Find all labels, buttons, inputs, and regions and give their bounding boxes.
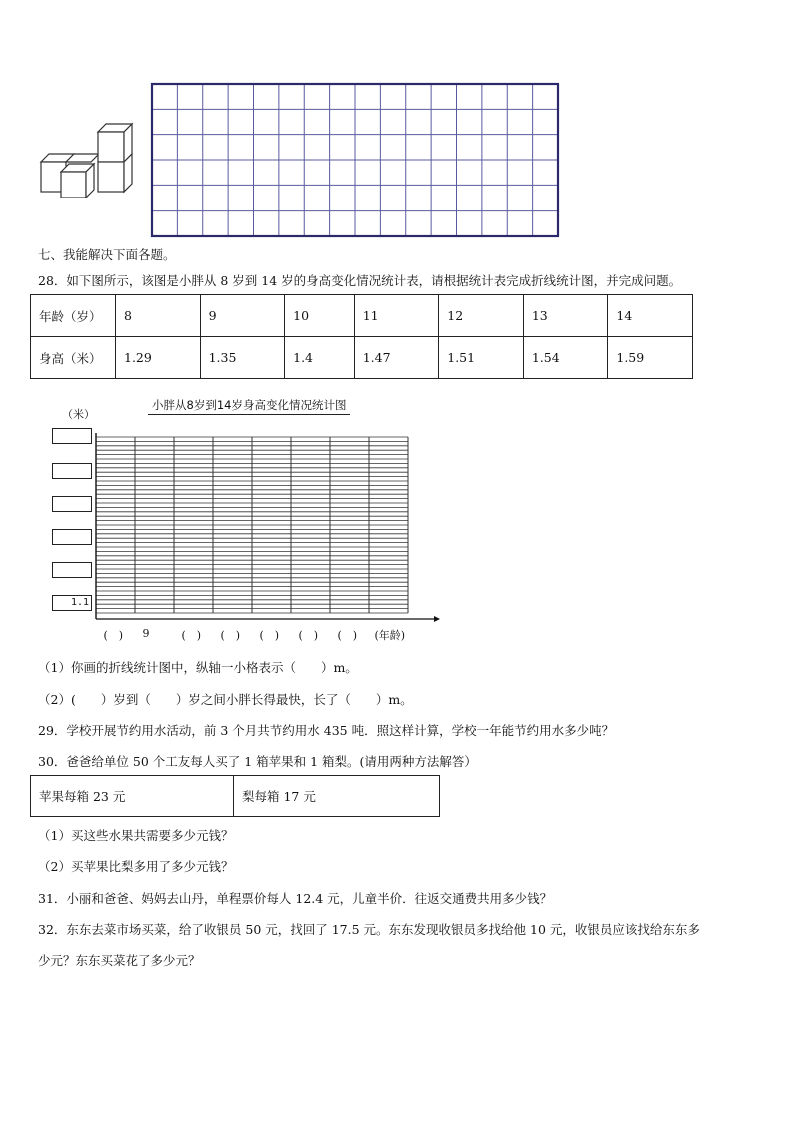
table-cell: 11 — [354, 295, 439, 337]
chart-y-unit: （米） — [62, 408, 95, 421]
x-axis-label: (年龄) — [374, 629, 406, 642]
table-cell: 8 — [116, 295, 201, 337]
x-axis-label: ( ) — [181, 629, 202, 642]
chart-title: 小胖从8岁到14岁身高变化情况统计图 — [148, 397, 350, 415]
height-table — [30, 294, 693, 379]
cube-stack-figure — [38, 118, 142, 198]
table-cell: 12 — [439, 295, 524, 337]
y-label-box[interactable] — [52, 529, 92, 545]
q30-sub2: （2）买苹果比梨多用了多少元钱？ — [38, 859, 234, 874]
price-pear: 梨每箱 17 元 — [234, 776, 440, 817]
price-table — [30, 775, 440, 817]
table-cell: 1.54 — [523, 337, 608, 379]
x-axis-label: ( ) — [220, 629, 241, 642]
x-axis-label: ( ) — [298, 629, 319, 642]
y-label-first: 1.1 — [52, 595, 92, 611]
table-cell: 13 — [523, 295, 608, 337]
table-cell: 1.47 — [354, 337, 439, 379]
table-cell: 14 — [608, 295, 693, 337]
y-label-box[interactable] — [52, 496, 92, 512]
price-apple: 苹果每箱 23 元 — [31, 776, 234, 817]
x-axis-label: ( ) — [103, 629, 124, 642]
table-cell: 10 — [285, 295, 355, 337]
question-32-line1: 32．东东去菜市场买菜，给了收银员 50 元，找回了 17.5 元。东东发现收银员多找给他 10 元，收银员应该找给东东多 — [38, 922, 700, 937]
square-grid — [150, 82, 560, 238]
x-axis-label: 9 — [142, 627, 150, 640]
q30-sub1: （1）买这些水果共需要多少元钱？ — [38, 828, 234, 843]
table-cell: 1.35 — [200, 337, 285, 379]
q28-sub2: （2）( ）岁到（ ）岁之间小胖长得最快，长了（ ）m。 — [38, 692, 413, 707]
line-chart-grid — [90, 430, 440, 630]
table-header-age: 年龄（岁） — [31, 295, 116, 337]
y-label-box[interactable] — [52, 562, 92, 578]
x-axis-label: ( ) — [337, 629, 358, 642]
question-32-line2: 少元？东东买菜花了多少元？ — [38, 953, 201, 968]
question-28: 28．如下图所示，该图是小胖从 8 岁到 14 岁的身高变化情况统计表，请根据统计表完成折线统计图，并完成问题。 — [38, 273, 682, 288]
question-31: 31．小丽和爸爸、妈妈去山丹，单程票价每人 12.4 元，儿童半价．往返交通费共用多少钱？ — [38, 891, 553, 906]
table-cell: 1.4 — [285, 337, 355, 379]
table-cell: 1.59 — [608, 337, 693, 379]
table-cell: 1.29 — [116, 337, 201, 379]
question-29: 29．学校开展节约用水活动，前 3 个月共节约用水 435 吨．照这样计算，学校一年能节约用水多少吨？ — [38, 723, 615, 738]
y-label-box[interactable] — [52, 463, 92, 479]
table-header-height: 身高（米） — [31, 337, 116, 379]
section-title: 七、我能解决下面各题。 — [38, 247, 176, 262]
q28-sub1: （1）你画的折线统计图中，纵轴一小格表示（ ）m。 — [38, 660, 358, 675]
table-cell: 9 — [200, 295, 285, 337]
question-30: 30．爸爸给单位 50 个工友每人买了 1 箱苹果和 1 箱梨。(请用两种方法解答） — [38, 754, 477, 769]
table-cell: 1.51 — [439, 337, 524, 379]
y-label-box[interactable] — [52, 428, 92, 444]
x-axis-label: ( ) — [259, 629, 280, 642]
x-axis-arrow — [434, 616, 440, 622]
